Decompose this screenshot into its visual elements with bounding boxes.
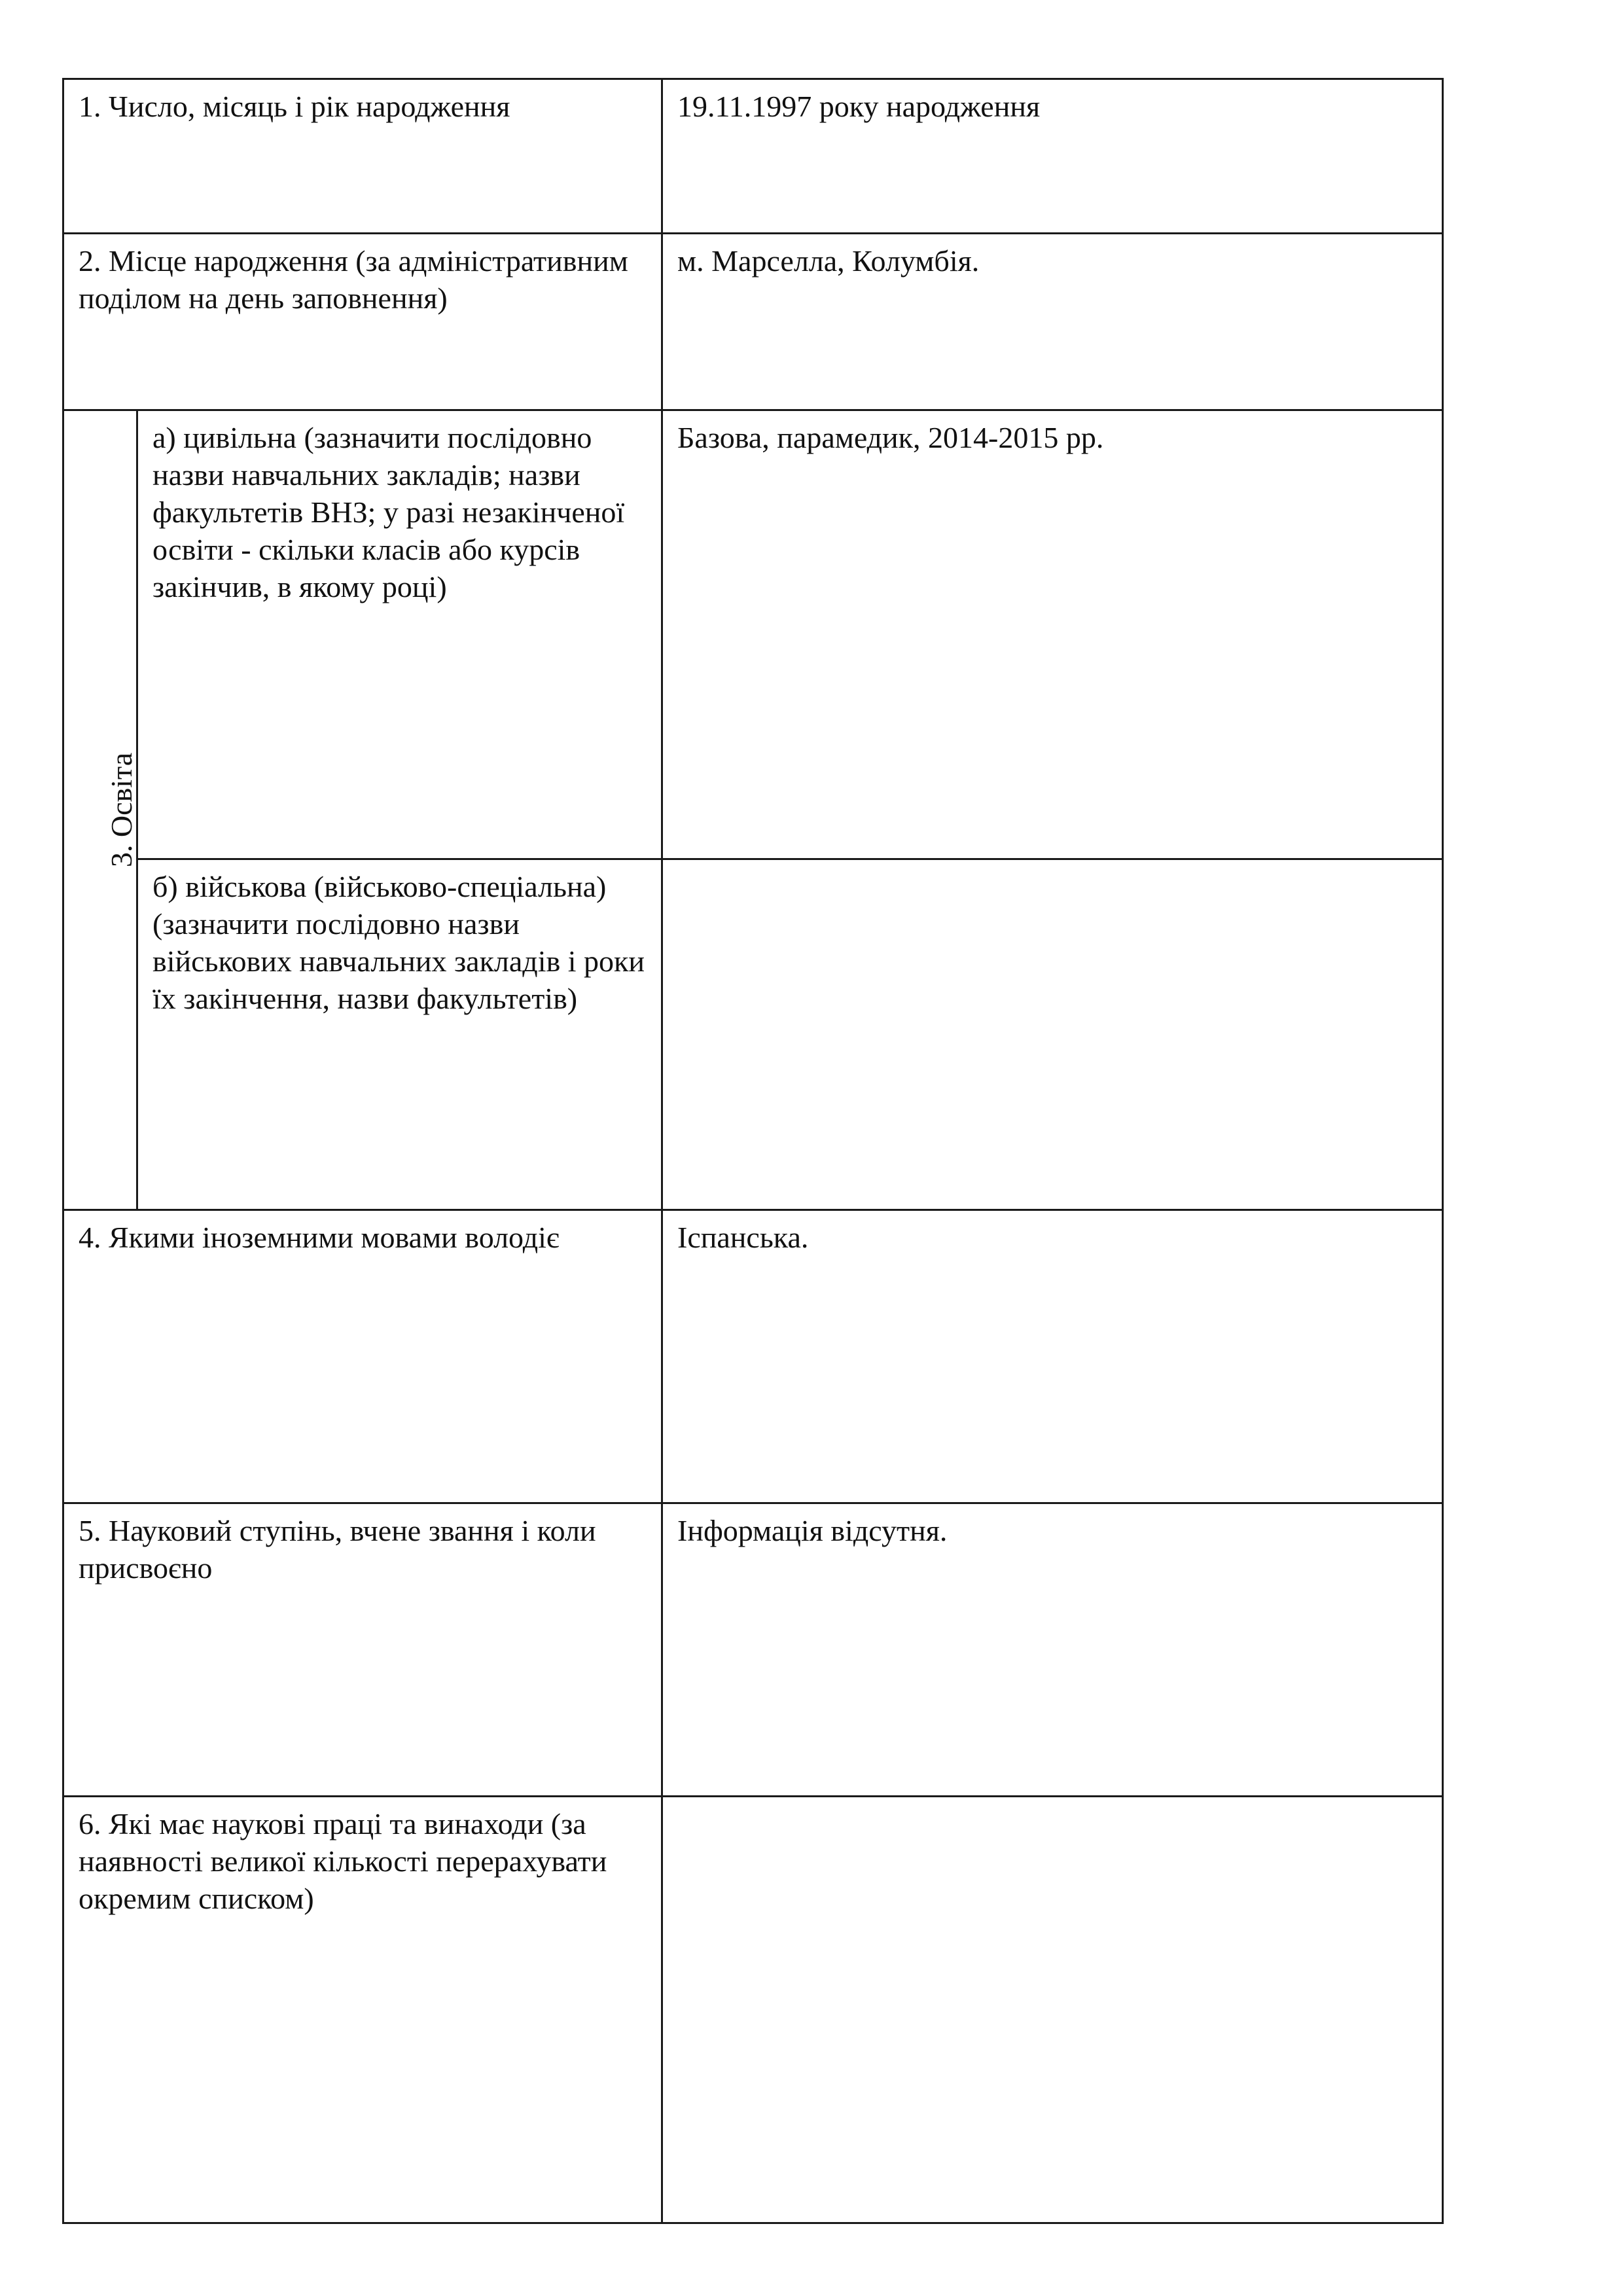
row-birth-place: [63, 234, 1443, 410]
row-languages: [63, 1210, 1443, 1503]
value-scientific-works: [662, 1797, 1443, 2223]
value-languages: Іспанська.: [662, 1210, 1443, 1503]
row-education-civil: [63, 410, 1443, 859]
education-section-label: 3. Освіта: [105, 752, 139, 868]
label-birth-place: 2. Місце народження (за адміністративним поділом на день заповнення): [63, 234, 662, 410]
value-academic-degree: Інформація відсутня.: [662, 1503, 1443, 1797]
label-academic-degree: 5. Науковий ступінь, вчене звання і коли присвоєно: [63, 1503, 662, 1797]
value-birth-date: 19.11.1997 року народження: [662, 79, 1443, 234]
personal-info-form: [62, 78, 1444, 2224]
label-birth-date: 1. Число, місяць і рік народження: [63, 79, 662, 234]
value-education-military: [662, 859, 1443, 1210]
label-education-civil: а) цивільна (зазначити послідовно назви навчальних закладів; назви факультетів ВНЗ; у разі незакінченої освіти - скільки класів або курсів закінчив, в якому році): [137, 410, 662, 859]
row-birth-date: [63, 79, 1443, 234]
label-education-military: б) військова (військово-спеціальна) (зазначити послідовно назви військових навчальних закладів і роки їх закінчення, назви факультетів): [137, 859, 662, 1210]
education-section-cell: [63, 410, 137, 1210]
row-academic-degree: [63, 1503, 1443, 1797]
row-education-military: [63, 859, 1443, 1210]
label-languages: 4. Якими іноземними мовами володіє: [63, 1210, 662, 1503]
row-scientific-works: [63, 1797, 1443, 2223]
value-education-civil: Базова, парамедик, 2014-2015 рр.: [662, 410, 1443, 859]
label-scientific-works: 6. Які має наукові праці та винаходи (за наявності великої кількості перерахувати окремим списком): [63, 1797, 662, 2223]
value-birth-place: м. Марселла, Колумбія.: [662, 234, 1443, 410]
